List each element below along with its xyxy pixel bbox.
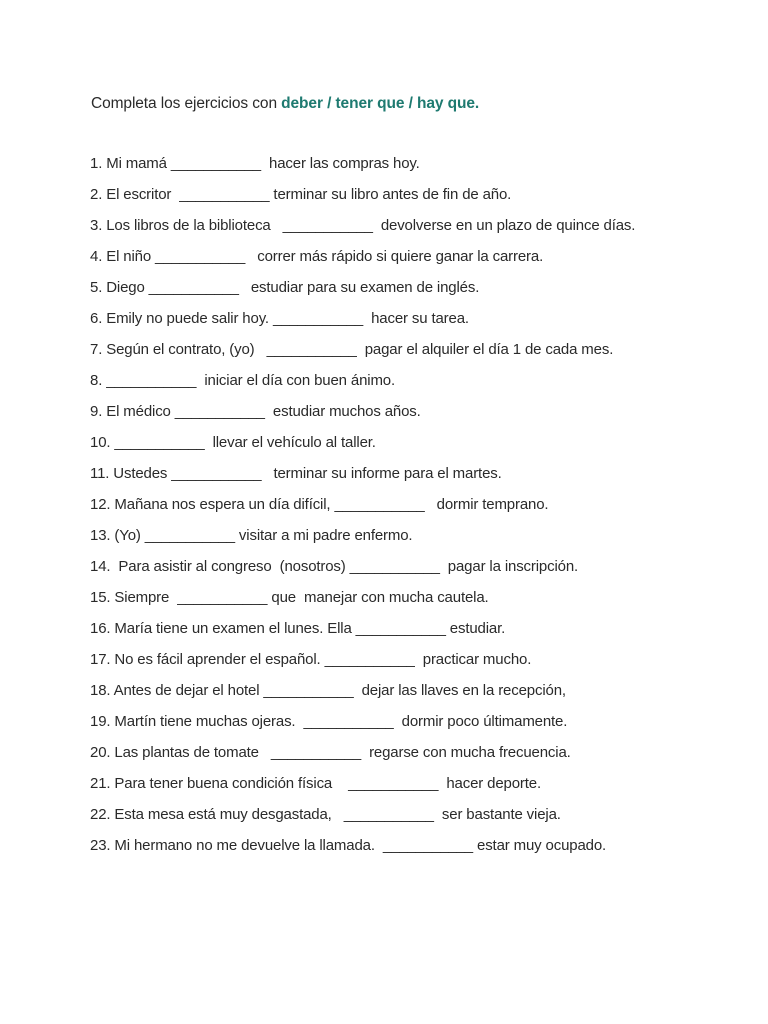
instruction-prefix: Completa los ejercicios con xyxy=(91,95,282,112)
exercise-item: 19. Martín tiene muchas ojeras. ___________ dormir poco últimamente. xyxy=(90,713,568,730)
exercise-item: 22. Esta mesa está muy desgastada, ___________ ser bastante vieja. xyxy=(90,806,561,823)
exercise-item: 21. Para tener buena condición física ___________ hacer deporte. xyxy=(90,775,541,792)
exercise-item: 18. Antes de dejar el hotel ___________ dejar las llaves en la recepción, xyxy=(90,682,566,699)
exercise-item: 23. Mi hermano no me devuelve la llamada. ___________ estar muy ocupado. xyxy=(90,837,607,854)
exercise-item: 8. ___________ iniciar el día con buen ánimo. xyxy=(90,372,395,389)
instruction-highlight: deber / tener que / hay que. xyxy=(281,95,480,112)
exercise-item: 7. Según el contrato, (yo) ___________ pagar el alquiler el día 1 de cada mes. xyxy=(90,341,614,358)
exercise-item: 16. María tiene un examen el lunes. Ella ___________ estudiar. xyxy=(90,620,506,637)
exercise-item: 6. Emily no puede salir hoy. ___________ hacer su tarea. xyxy=(90,310,469,327)
exercise-item: 11. Ustedes ___________ terminar su informe para el martes. xyxy=(90,465,502,482)
exercise-item: 14. Para asistir al congreso (nosotros) ___________ pagar la inscripción. xyxy=(90,558,579,575)
exercise-item: 2. El escritor ___________ terminar su libro antes de fin de año. xyxy=(90,186,512,203)
exercise-item: 1. Mi mamá ___________ hacer las compras hoy. xyxy=(90,155,420,172)
exercise-item: 9. El médico ___________ estudiar muchos años. xyxy=(90,403,421,420)
exercise-item: 3. Los libros de la biblioteca ___________ devolverse en un plazo de quince días. xyxy=(90,217,636,234)
exercise-item: 15. Siempre ___________ que manejar con mucha cautela. xyxy=(90,589,489,606)
exercise-item: 12. Mañana nos espera un día difícil, ___________ dormir temprano. xyxy=(90,496,549,513)
exercise-item: 4. El niño ___________ correr más rápido si quiere ganar la carrera. xyxy=(90,248,544,265)
exercise-item: 5. Diego ___________ estudiar para su examen de inglés. xyxy=(90,279,480,296)
exercise-item: 10. ___________ llevar el vehículo al taller. xyxy=(90,434,376,451)
exercise-item: 13. (Yo) ___________ visitar a mi padre enfermo. xyxy=(90,527,413,544)
exercise-list xyxy=(90,154,635,867)
instruction-text xyxy=(91,94,479,114)
exercise-item: 17. No es fácil aprender el español. ___________ practicar mucho. xyxy=(90,651,532,668)
exercise-item: 20. Las plantas de tomate ___________ regarse con mucha frecuencia. xyxy=(90,744,571,761)
